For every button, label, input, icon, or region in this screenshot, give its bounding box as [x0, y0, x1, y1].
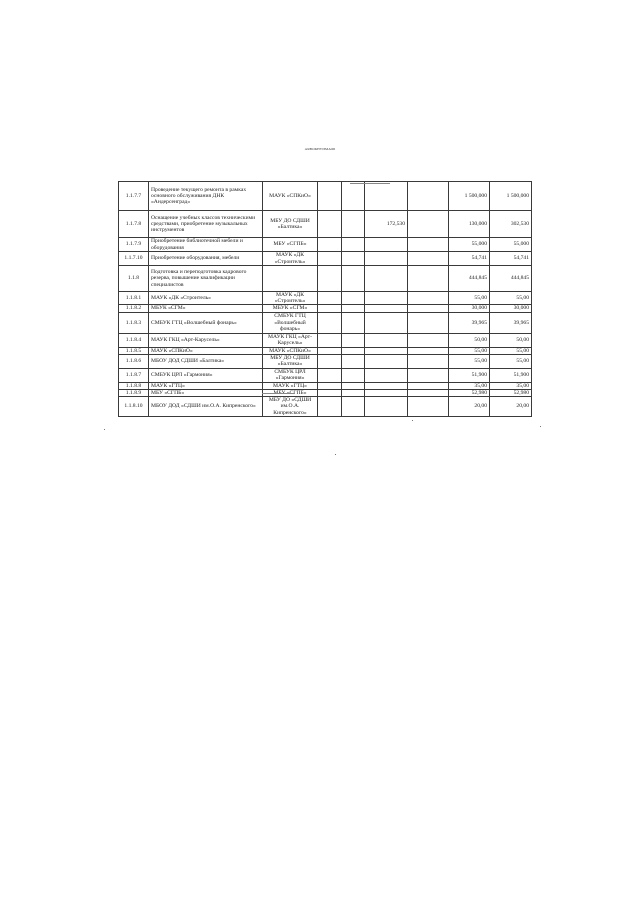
- row-value-2: [342, 312, 365, 333]
- row-total: 1 500,000: [490, 182, 532, 211]
- table-row: [119, 211, 532, 238]
- row-name: СМБУК ГТЦ «Волшебный фонарь»: [149, 312, 263, 333]
- row-value-4: [408, 347, 449, 354]
- table-row: [119, 397, 532, 417]
- row-value-1: [318, 333, 342, 347]
- row-value-1: [318, 354, 342, 368]
- row-value-4: [408, 266, 449, 292]
- row-institution: МАУК «ДК «Строитель»: [263, 292, 318, 305]
- row-institution: СМБУК ГТЦ «Волшебный фонарь»: [263, 312, 318, 333]
- scan-artifact-line: [262, 393, 294, 394]
- row-total: 55,00: [490, 347, 532, 354]
- row-value-3: 172,530: [365, 211, 408, 238]
- row-value-3: [365, 354, 408, 368]
- row-code: 1.1.8.6: [119, 354, 149, 368]
- row-value-3: [365, 382, 408, 389]
- row-total: 30,000: [490, 305, 532, 312]
- row-value-1: [318, 312, 342, 333]
- row-value-4: [408, 312, 449, 333]
- row-value-4: [408, 368, 449, 382]
- row-value-2: [342, 266, 365, 292]
- row-code: 1.1.8.4: [119, 333, 149, 347]
- row-value-4: [408, 333, 449, 347]
- row-value-4: [408, 397, 449, 417]
- budget-table-body: [119, 182, 532, 417]
- row-total: 39,965: [490, 312, 532, 333]
- table-row: [119, 333, 532, 347]
- row-institution: МБУ ДО «СДШИ им.О.А. Кипренского»: [263, 397, 318, 417]
- row-value-2: [342, 252, 365, 266]
- row-institution: СМБУК ЦРЛ «Гармония»: [263, 368, 318, 382]
- row-value-4: [408, 382, 449, 389]
- table-row: [119, 252, 532, 266]
- row-value-2: [342, 347, 365, 354]
- row-total: 35,00: [490, 382, 532, 389]
- row-value-5: 444,845: [449, 266, 490, 292]
- row-name: МАУК ГКЦ «Арт-Карусель»: [149, 333, 263, 347]
- row-total: 51,900: [490, 368, 532, 382]
- row-value-2: [342, 354, 365, 368]
- row-value-5: 51,900: [449, 368, 490, 382]
- row-value-1: [318, 238, 342, 252]
- row-institution: МАУК «ГТЦ»: [263, 382, 318, 389]
- row-value-3: [365, 266, 408, 292]
- table-row: [119, 382, 532, 389]
- row-total: 444,845: [490, 266, 532, 292]
- table-row: [119, 266, 532, 292]
- row-code: 1.1.7.10: [119, 252, 149, 266]
- row-value-1: [318, 252, 342, 266]
- scan-artifact-line: [350, 183, 390, 184]
- row-code: 1.1.7.8: [119, 211, 149, 238]
- row-value-4: [408, 238, 449, 252]
- row-institution: МБУ «СГПБ»: [263, 238, 318, 252]
- row-value-5: 55,000: [449, 238, 490, 252]
- row-total: 55,00: [490, 354, 532, 368]
- row-value-4: [408, 292, 449, 305]
- row-value-3: [365, 347, 408, 354]
- row-name: МБОУ ДОД СДШИ «Балтика»: [149, 354, 263, 368]
- row-value-1: [318, 211, 342, 238]
- table-row: [119, 368, 532, 382]
- row-code: 1.1.7.7: [119, 182, 149, 211]
- row-value-3: [365, 292, 408, 305]
- row-name: МАУК «ДК «Строитель»: [149, 292, 263, 305]
- table-row: [119, 354, 532, 368]
- row-value-5: 39,965: [449, 312, 490, 333]
- row-value-2: [342, 305, 365, 312]
- row-code: 1.1.8.10: [119, 397, 149, 417]
- row-name: МБУ «СГПБ»: [149, 390, 263, 397]
- budget-table: [118, 181, 532, 417]
- row-code: 1.1.8.5: [119, 347, 149, 354]
- row-value-2: [342, 382, 365, 389]
- row-value-1: [318, 382, 342, 389]
- table-row: [119, 347, 532, 354]
- scan-speck: [335, 454, 336, 455]
- row-value-2: [342, 368, 365, 382]
- row-code: 1.1.8.9: [119, 390, 149, 397]
- row-value-5: 52,980: [449, 390, 490, 397]
- row-name: МБОУ ДОД «СДШИ им.О.А. Кипренского»: [149, 397, 263, 417]
- row-value-1: [318, 305, 342, 312]
- row-value-5: 20,00: [449, 397, 490, 417]
- table-row: [119, 390, 532, 397]
- row-code: 1.1.8: [119, 266, 149, 292]
- table-row: [119, 238, 532, 252]
- row-institution: МБУ «СГПБ»: [263, 390, 318, 397]
- row-value-3: [365, 182, 408, 211]
- row-name: Приобретение оборудования, мебели: [149, 252, 263, 266]
- row-value-5: 130,000: [449, 211, 490, 238]
- row-value-1: [318, 368, 342, 382]
- table-row: [119, 182, 532, 211]
- row-name: Приобретение библиотечной мебели и оборудования: [149, 238, 263, 252]
- scan-speck: [104, 429, 105, 430]
- row-institution: МАУК ГКЦ «Арт-Карусель»: [263, 333, 318, 347]
- row-value-5: 55,00: [449, 347, 490, 354]
- row-total: 302,530: [490, 211, 532, 238]
- row-value-3: [365, 305, 408, 312]
- row-value-5: 35,00: [449, 382, 490, 389]
- row-value-1: [318, 182, 342, 211]
- row-code: 1.1.8.7: [119, 368, 149, 382]
- row-value-3: [365, 333, 408, 347]
- row-value-2: [342, 333, 365, 347]
- row-value-4: [408, 252, 449, 266]
- row-value-3: [365, 397, 408, 417]
- row-value-4: [408, 354, 449, 368]
- row-value-4: [408, 182, 449, 211]
- row-name: Оснащение учебных классов техническими средствами, приобретение музыкальных инструментов: [149, 211, 263, 238]
- row-name: МАУК «СПКиО»: [149, 347, 263, 354]
- row-value-1: [318, 347, 342, 354]
- row-institution: МАУК «СПКиО»: [263, 347, 318, 354]
- row-value-5: 50,00: [449, 333, 490, 347]
- table-row: [119, 305, 532, 312]
- row-value-3: [365, 238, 408, 252]
- row-institution: МАУК «СПКиО»: [263, 182, 318, 211]
- row-value-4: [408, 390, 449, 397]
- row-total: 52,980: [490, 390, 532, 397]
- scan-speck: [412, 420, 413, 421]
- row-value-3: [365, 368, 408, 382]
- document-code-header: АЯВОКНУИМАОБ: [304, 147, 336, 151]
- row-value-3: [365, 312, 408, 333]
- row-total: 50,00: [490, 333, 532, 347]
- row-value-2: [342, 292, 365, 305]
- row-institution: МАУК «ДК «Строитель»: [263, 252, 318, 266]
- row-code: 1.1.7.9: [119, 238, 149, 252]
- row-value-2: [342, 211, 365, 238]
- row-value-2: [342, 390, 365, 397]
- row-code: 1.1.8.8: [119, 382, 149, 389]
- row-name: МАУК «ГТЦ»: [149, 382, 263, 389]
- scan-speck: [540, 426, 541, 427]
- row-code: 1.1.8.1: [119, 292, 149, 305]
- row-value-5: 55,00: [449, 292, 490, 305]
- row-total: 54,741: [490, 252, 532, 266]
- row-value-2: [342, 238, 365, 252]
- row-institution: МБУК «СГМ»: [263, 305, 318, 312]
- row-value-3: [365, 390, 408, 397]
- row-institution: МБУ ДО СДШИ «Балтика»: [263, 211, 318, 238]
- row-name: МБУК «СГМ»: [149, 305, 263, 312]
- table-row: [119, 312, 532, 333]
- row-value-1: [318, 266, 342, 292]
- row-name: Проведение текущего ремонта в рамках основного обслуживания ДНК «Андерсенград»: [149, 182, 263, 211]
- row-value-5: 54,741: [449, 252, 490, 266]
- row-value-3: [365, 252, 408, 266]
- row-value-1: [318, 397, 342, 417]
- row-value-4: [408, 211, 449, 238]
- row-value-4: [408, 305, 449, 312]
- row-code: 1.1.8.3: [119, 312, 149, 333]
- row-name: Подготовка и переподготовка кадрового резерва, повышение квалификации специалистов: [149, 266, 263, 292]
- row-value-5: 55,00: [449, 354, 490, 368]
- row-value-2: [342, 397, 365, 417]
- row-value-5: 1 500,000: [449, 182, 490, 211]
- row-value-5: 30,000: [449, 305, 490, 312]
- row-name: СМБУК ЦРЛ «Гармония»: [149, 368, 263, 382]
- row-code: 1.1.8.2: [119, 305, 149, 312]
- row-total: 20,00: [490, 397, 532, 417]
- row-institution: [263, 266, 318, 292]
- row-total: 55,00: [490, 292, 532, 305]
- row-total: 55,000: [490, 238, 532, 252]
- row-value-1: [318, 292, 342, 305]
- row-institution: МБУ ДО СДШИ «Балтика»: [263, 354, 318, 368]
- row-value-2: [342, 182, 365, 211]
- row-value-1: [318, 390, 342, 397]
- table-row: [119, 292, 532, 305]
